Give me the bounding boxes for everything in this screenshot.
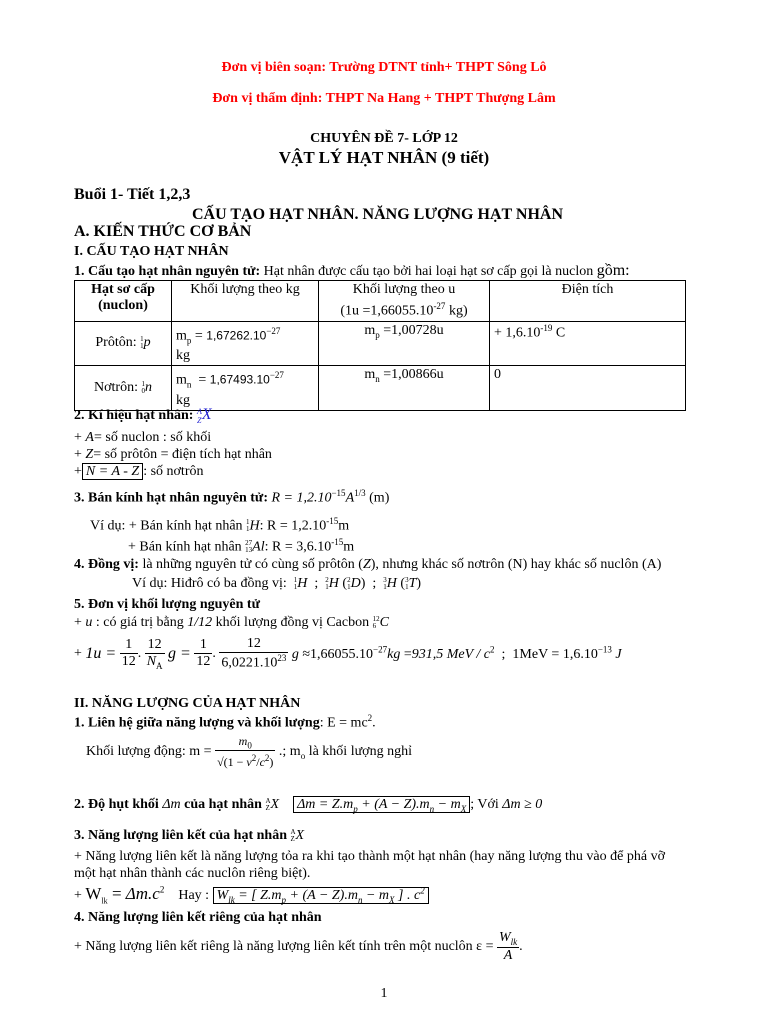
table-header-row — [75, 281, 686, 322]
table-header-cell: Hạt sơ cấp (nuclon) — [75, 281, 172, 322]
specific-energy-title: 4. Năng lượng liên kết riêng của hạt nhân — [74, 910, 322, 925]
table-cell: $m_n =1,00866u$ — [319, 366, 490, 410]
section-ii-title: II. NĂNG LƯỢNG CỦA HẠT NHÂN — [74, 696, 301, 711]
table-cell: $m_n = 1,67493.10^{-27}$ kg — [172, 366, 319, 410]
symbol-line-n: + N = A - Z : số nơtrôn — [74, 464, 204, 479]
amu-formula: + 1u = $\frac{1}{12}$ . $\frac{12}{N_A}$ g = $\frac{1}{12}$ . $\frac{12}{6,0221.10^{23}}$ $g \approx 1,66055.10^{-27}kg =931,5$ MeV / $c^2$ ; $1MeV = 1,6.10^{-13}$ J — [74, 636, 622, 671]
item1-text: Hạt nhân được cấu tạo bởi hai loại hạt sơ cấp gọi là nuclon — [263, 264, 594, 279]
notation-sub-super: A Z — [196, 406, 202, 425]
part1-title: I. CẤU TẠO HẠT NHÂN — [74, 244, 229, 259]
radius-example-2: + Bán kính hạt nhân 27 13Al: $R = 3,6.10^{-15}m$ — [128, 537, 355, 555]
radius-example-1: Ví dụ: + Bán kính hạt nhân 1 1H: $R = 1,2.10^{-15}m$ — [90, 516, 350, 534]
table-row — [75, 366, 686, 410]
binding-energy-expanded: $W_{lk}$ = [ $Z.m_p + (A - Z).m_n - m_X$ ] . $c^2$ — [213, 887, 429, 904]
amu-title: 5. Đơn vị khối lượng nguyên tử — [74, 597, 260, 612]
table-header-cell: Điện tích — [490, 281, 686, 322]
symbol-line-a: + A= số nuclon : số khối — [74, 430, 212, 445]
binding-energy-formula: + $W_{lk} = \Delta m.c^2$ Hay : $W_{lk}$ = [ $Z.m_p + (A - Z).m_n - m_X$ ] . $c^2$ — [74, 884, 429, 905]
nucleon-table — [74, 280, 686, 411]
section-a-title: A. KIẾN THỨC CƠ BẢN — [74, 223, 252, 240]
mass-energy-line: 1. Liên hệ giữa năng lượng và khối lượng: $E = mc^2$. — [74, 713, 376, 731]
isotope-example: Ví dụ: Hiđrô có ba đồng vị: 1 1H ; 2 1H (2 1D) ; 3 1H (3 1T) — [132, 575, 422, 591]
binding-energy-text-2: một hạt nhân thành các nuclôn riêng biệt). — [74, 866, 311, 881]
notation-X: X — [201, 406, 212, 423]
reviewer-unit: Đơn vị thẩm định: THPT Na Hang + THPT Thượng Lâm — [212, 91, 556, 106]
table-cell: $m_p =1,00728u$ — [319, 321, 490, 365]
table-cell: + $1,6.10^{-19}$ C — [490, 321, 686, 365]
table-header-cell: Khối lượng theo u ($1u =1,66055.10^{-27}$ kg) — [319, 281, 490, 322]
isotope-line: 4. Đồng vị: là những nguyên tử có cùng số prôtôn (Z), nhưng khác số nơtrôn (N) hay khác số nuclôn (A) — [74, 557, 662, 572]
radius-line: 3. Bán kính hạt nhân nguyên tử: $R = 1,2.10^{-15}A^{1/3}$ (m) — [74, 488, 390, 506]
session-heading: CẤU TẠO HẠT NHÂN. NĂNG LƯỢNG HẠT NHÂN — [192, 206, 563, 223]
amu-line1: + u : có giá trị bằng 1/12 khối lượng đồng vị Cacbon 12 6 C — [74, 614, 389, 630]
page-number: 1 — [380, 986, 388, 1001]
table-row — [75, 321, 686, 365]
compiler-unit: Đơn vị biên soạn: Trường DTNT tỉnh+ THPT Sông Lô — [221, 60, 547, 75]
specific-energy-line: + Năng lượng liên kết riêng là năng lượng liên kết tính trên một nuclôn ε = $\frac{W_{lk}}{A}$ . — [74, 930, 523, 963]
table-cell: Nơtrôn: 1 0n — [75, 366, 172, 410]
topic-title: VẬT LÝ HẠT NHÂN (9 tiết) — [278, 148, 490, 167]
table-cell: 0 — [490, 366, 686, 410]
topic-subtitle: CHUYÊN ĐỀ 7- LỚP 12 — [310, 131, 458, 146]
binding-energy-text-1: + Năng lượng liên kết là năng lượng tỏa ra khi tạo thành một hạt nhân (hay năng lượng thu vào để phá vỡ — [74, 849, 665, 864]
binding-energy-title: 3. Năng lượng liên kết của hạt nhân A ZX — [74, 827, 305, 843]
kinetic-mass-line: Khối lượng động: m = $\frac{m_0}{√(1 - v^2/c^2)}$ .; $m_o$ là khối lượng nghỉ — [86, 734, 412, 770]
symbol-line — [74, 406, 212, 425]
item1-tail: gồm: — [596, 262, 630, 279]
item1-line — [74, 262, 630, 280]
symbol-line-z: + Z= số prôtôn = điện tích hạt nhân — [74, 447, 272, 462]
table-cell: $m_p = 1,67262.10^{-27}$ kg — [172, 321, 319, 365]
session-label: Buổi 1- Tiết 1,2,3 — [74, 186, 191, 203]
mass-defect-formula: $\Delta m = Z.m_p + (A - Z).m_n - m_X$ — [293, 796, 470, 813]
table-cell: Prôtôn: 1 1p — [75, 321, 172, 365]
mass-defect-line: 2. Độ hụt khối Δm của hạt nhân A ZX $\Delta m = Z.m_p + (A - Z).m_n - m_X$ ; Với Δm ≥ 0 — [74, 796, 543, 814]
table-header-cell: Khối lượng theo kg — [172, 281, 319, 322]
item1-label: 1. Cấu tạo hạt nhân nguyên tử: — [74, 264, 261, 279]
symbol-label: 2. Kí hiệu hạt nhân: — [74, 408, 194, 423]
